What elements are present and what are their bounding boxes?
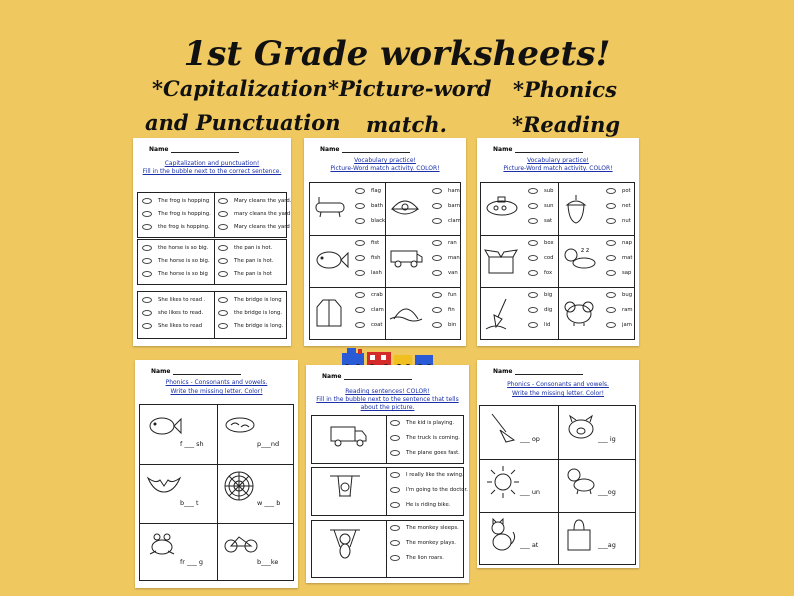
divider [385, 183, 386, 339]
bag-picture [564, 518, 594, 556]
answer-option[interactable] [528, 203, 553, 209]
feature-capitalization: *Capitalization [152, 76, 328, 101]
option-text: fist [371, 240, 380, 246]
divider [310, 287, 460, 288]
option-text: clam [371, 307, 384, 313]
answer-option[interactable] [390, 540, 456, 546]
answer-bubble[interactable] [528, 255, 538, 261]
missing-letter-word: ___og [598, 488, 616, 496]
answer-option[interactable] [218, 297, 282, 303]
acorn-picture [561, 193, 591, 229]
answer-bubble[interactable] [142, 297, 152, 303]
answer-bubble[interactable] [390, 502, 400, 508]
name-row [322, 373, 412, 380]
answer-bubble[interactable] [606, 292, 616, 298]
sentence-group [137, 239, 287, 285]
divider [481, 287, 634, 288]
option-text: The bridge is long. [234, 323, 284, 329]
answer-option[interactable] [355, 322, 382, 328]
answer-bubble[interactable] [355, 218, 365, 224]
name-label: Name [149, 146, 169, 153]
answer-option[interactable] [142, 310, 203, 316]
option-text: bug [622, 292, 633, 298]
option-text: nut [622, 218, 631, 224]
bat-picture [146, 470, 182, 500]
answer-option[interactable] [142, 271, 208, 277]
answer-option[interactable] [390, 487, 468, 493]
dog-picture [564, 465, 600, 499]
divider [214, 193, 215, 237]
answer-option[interactable] [432, 322, 456, 328]
sheet-instructions: Fill in the bubble next to the correct sentence. [142, 168, 282, 175]
worksheet-picture-word-2 [477, 138, 639, 346]
option-text: flag [371, 188, 381, 194]
svg-text:z z: z z [581, 247, 590, 254]
answer-bubble[interactable] [355, 203, 365, 209]
answer-bubble[interactable] [432, 240, 442, 246]
option-text: mat [622, 255, 633, 261]
answer-option[interactable] [432, 218, 461, 224]
answer-option[interactable] [142, 211, 211, 217]
option-text: box [544, 240, 554, 246]
answer-option[interactable] [218, 310, 282, 316]
option-text: lid [544, 322, 551, 328]
option-text: the frog is hopping. [158, 224, 210, 230]
option-text: The pan is hot. [234, 258, 274, 264]
name-label: Name [493, 368, 513, 375]
option-text: nap [622, 240, 632, 246]
missing-letter-word: p___nd [257, 440, 280, 448]
sheet-instructions: Picture-Word match activity. COLOR! [330, 165, 440, 172]
answer-bubble[interactable] [390, 555, 400, 561]
option-text: cod [544, 255, 554, 261]
option-text: big [544, 292, 553, 298]
answer-option[interactable] [218, 224, 290, 230]
answer-bubble[interactable] [218, 271, 228, 277]
option-text: The horse is so big [158, 271, 208, 277]
name-label: Name [493, 146, 513, 153]
option-text: sun [544, 203, 554, 209]
option-text: net [622, 203, 631, 209]
submarine-picture [484, 193, 520, 223]
fish-picture [313, 245, 349, 279]
match-grid [480, 182, 635, 340]
answer-option[interactable] [390, 450, 460, 456]
answer-option[interactable] [528, 218, 552, 224]
cat-picture [486, 518, 518, 556]
answer-bubble[interactable] [606, 188, 616, 194]
answer-bubble[interactable] [606, 218, 616, 224]
answer-bubble[interactable] [390, 487, 400, 493]
worksheet-phonics-2 [477, 360, 639, 568]
answer-option[interactable] [142, 224, 210, 230]
mop-picture [486, 412, 520, 448]
answer-bubble[interactable] [390, 450, 400, 456]
answer-bubble[interactable] [528, 203, 538, 209]
option-text: ran [448, 240, 457, 246]
worksheet-capitalization [133, 138, 291, 346]
answer-bubble[interactable] [142, 245, 152, 251]
answer-option[interactable] [528, 188, 553, 194]
option-text: sat [544, 218, 553, 224]
option-text: the bridge is long. [234, 310, 283, 316]
option-text: Mary cleans the yard [234, 224, 290, 230]
option-text: She likes to read [158, 323, 203, 329]
monkey-picture [328, 527, 362, 567]
divider [214, 240, 215, 284]
truck-picture [328, 422, 368, 454]
missing-letter-word: fr ___ g [180, 558, 203, 566]
answer-option[interactable] [218, 323, 283, 329]
divider [558, 406, 559, 564]
reading-row [311, 415, 464, 464]
answer-option[interactable] [606, 218, 631, 224]
answer-option[interactable] [390, 525, 459, 531]
answer-option[interactable] [218, 258, 273, 264]
answer-bubble[interactable] [142, 198, 152, 204]
missing-letter-word: ___ ig [598, 435, 616, 443]
divider [140, 523, 293, 524]
answer-bubble[interactable] [528, 188, 538, 194]
answer-bubble[interactable] [606, 307, 616, 313]
answer-bubble[interactable] [355, 292, 365, 298]
option-text: crab [371, 292, 383, 298]
answer-bubble[interactable] [218, 323, 228, 329]
answer-bubble[interactable] [432, 218, 442, 224]
answer-option[interactable] [432, 188, 460, 194]
answer-option[interactable] [432, 240, 457, 246]
bathtub-picture [313, 193, 347, 223]
name-label: Name [322, 373, 342, 380]
missing-letter-word: ___ op [520, 435, 540, 443]
answer-option[interactable] [528, 270, 552, 276]
option-text: I really like the swing. [406, 472, 464, 478]
answer-option[interactable] [142, 297, 205, 303]
feature-match: match. [366, 112, 447, 137]
feature-phonics: *Phonics [513, 77, 617, 102]
answer-option[interactable] [355, 188, 381, 194]
option-text: The truck is coming. [406, 435, 460, 441]
option-text: jam [622, 322, 632, 328]
web-picture [223, 470, 255, 506]
answer-bubble[interactable] [218, 224, 228, 230]
option-text: ham [448, 188, 460, 194]
divider [310, 235, 460, 236]
divider [386, 468, 387, 515]
bike-picture [223, 529, 259, 559]
name-row [149, 146, 239, 153]
answer-option[interactable] [528, 255, 554, 261]
answer-bubble[interactable] [432, 270, 442, 276]
option-text: fin [448, 307, 455, 313]
answer-bubble[interactable] [218, 297, 228, 303]
answer-option[interactable] [218, 245, 272, 251]
answer-bubble[interactable] [606, 255, 616, 261]
name-label: Name [320, 146, 340, 153]
divider [140, 464, 293, 465]
answer-option[interactable] [432, 307, 455, 313]
option-text: I'm going to the doctor. [406, 487, 468, 493]
option-text: lash [371, 270, 382, 276]
box-picture [484, 245, 518, 279]
answer-bubble[interactable] [390, 435, 400, 441]
sheet-instructions: Write the missing letter. Color! [511, 390, 604, 397]
option-text: He is riding bike. [406, 502, 451, 508]
answer-bubble[interactable] [528, 292, 538, 298]
answer-bubble[interactable] [528, 322, 538, 328]
answer-option[interactable] [142, 198, 209, 204]
answer-bubble[interactable] [218, 245, 228, 251]
option-text: man [448, 255, 460, 261]
sheet-heading: Reading sentences! COLOR! [345, 388, 430, 395]
answer-option[interactable] [432, 255, 460, 261]
option-text: Mary cleans the yard. [234, 198, 292, 204]
worksheet-reading [306, 365, 469, 583]
option-text: the pan is hot. [234, 245, 273, 251]
option-text: The plane goes fast. [406, 450, 460, 456]
divider [480, 459, 635, 460]
answer-option[interactable] [218, 198, 291, 204]
answer-option[interactable] [606, 240, 632, 246]
answer-bubble[interactable] [142, 224, 152, 230]
answer-option[interactable] [606, 270, 631, 276]
option-text: sub [544, 188, 554, 194]
sun-picture [486, 465, 520, 503]
feature-picture-word: *Picture-word [328, 76, 492, 101]
answer-bubble[interactable] [390, 472, 400, 478]
sentence-group [137, 291, 287, 339]
answer-option[interactable] [355, 307, 384, 313]
answer-option[interactable] [606, 292, 632, 298]
sheet-instructions-2: about the picture. [360, 404, 415, 411]
option-text: The pan is hot [234, 271, 272, 277]
answer-option[interactable] [355, 270, 382, 276]
answer-option[interactable] [432, 292, 457, 298]
answer-bubble[interactable] [142, 310, 152, 316]
option-text: barn [448, 203, 461, 209]
answer-bubble[interactable] [606, 270, 616, 276]
option-text: mary cleans the yard [234, 211, 291, 217]
frog-picture [146, 529, 178, 561]
answer-option[interactable] [528, 307, 552, 313]
match-grid [309, 182, 461, 340]
phonics-grid [479, 405, 636, 565]
option-text: van [448, 270, 458, 276]
answer-bubble[interactable] [355, 188, 365, 194]
sheet-heading: Vocabulary practice! [527, 157, 589, 164]
option-text: The frog is hopping. [158, 211, 211, 217]
reading-row [311, 520, 464, 578]
answer-bubble[interactable] [355, 322, 365, 328]
option-text: sap [622, 270, 632, 276]
missing-letter-word: ___ at [520, 541, 539, 549]
answer-bubble[interactable] [432, 322, 442, 328]
answer-option[interactable] [355, 255, 380, 261]
worksheet-picture-word-1 [304, 138, 466, 346]
option-text: The bridge is long [234, 297, 282, 303]
answer-option[interactable] [390, 420, 454, 426]
sheet-instructions: Picture-Word match activity. COLOR! [503, 165, 613, 172]
answer-bubble[interactable] [528, 240, 538, 246]
answer-option[interactable] [606, 307, 633, 313]
answer-bubble[interactable] [142, 211, 152, 217]
answer-bubble[interactable] [432, 255, 442, 261]
sheet-heading: Capitalization and punctuation! [164, 160, 260, 167]
pond-picture [223, 411, 257, 439]
answer-bubble[interactable] [355, 255, 365, 261]
answer-bubble[interactable] [432, 188, 442, 194]
name-row [151, 368, 241, 375]
page-title: 1st Grade worksheets! [183, 34, 611, 74]
option-text: The frog is hopping [158, 198, 210, 204]
answer-bubble[interactable] [355, 240, 365, 246]
answer-bubble[interactable] [218, 198, 228, 204]
answer-option[interactable] [606, 203, 631, 209]
name-row [493, 368, 583, 375]
answer-option[interactable] [142, 258, 210, 264]
answer-bubble[interactable] [432, 307, 442, 313]
answer-option[interactable] [390, 555, 444, 561]
answer-option[interactable] [390, 472, 464, 478]
divider [386, 416, 387, 463]
answer-option[interactable] [355, 203, 383, 209]
name-label: Name [151, 368, 171, 375]
answer-bubble[interactable] [606, 240, 616, 246]
option-text: The kid is playing. [406, 420, 455, 426]
swing-picture [328, 474, 362, 512]
fish-picture [146, 411, 182, 445]
answer-bubble[interactable] [142, 271, 152, 277]
missing-letter-word: ___ un [520, 488, 541, 496]
answer-option[interactable] [432, 203, 460, 209]
answer-bubble[interactable] [606, 322, 616, 328]
answer-option[interactable] [606, 188, 631, 194]
option-text: The monkey plays. [406, 540, 456, 546]
feature-reading: *Reading [512, 112, 621, 137]
reading-row [311, 467, 468, 516]
answer-option[interactable] [355, 292, 383, 298]
answer-bubble[interactable] [218, 258, 228, 264]
worksheet-phonics-1 [135, 360, 298, 588]
divider [386, 521, 387, 577]
option-text: coat [371, 322, 383, 328]
sheet-instructions: Write the missing letter. Color! [170, 388, 263, 395]
name-row [493, 146, 583, 153]
answer-option[interactable] [355, 218, 385, 224]
ram-picture [561, 297, 597, 331]
shovel-picture [484, 297, 516, 335]
missing-letter-word: b___ke [257, 558, 279, 566]
sheet-heading: Vocabulary practice! [354, 157, 416, 164]
feature-punctuation: and Punctuation [145, 110, 341, 135]
answer-option[interactable] [528, 322, 550, 328]
sheet-heading: Phonics - Consonants and vowels. [165, 379, 268, 386]
missing-letter-word: ___ag [598, 541, 616, 549]
option-text: the horse is so big. [158, 245, 209, 251]
missing-letter-word: b___ t [180, 499, 199, 507]
option-text: She likes to read . [158, 297, 206, 303]
answer-option[interactable] [390, 435, 460, 441]
sheet-heading: Phonics - Consonants and vowels. [507, 381, 609, 388]
option-text: bin [448, 322, 457, 328]
option-text: she likes to read. [158, 310, 204, 316]
answer-bubble[interactable] [355, 307, 365, 313]
answer-option[interactable] [142, 323, 202, 329]
answer-option[interactable] [390, 502, 450, 508]
option-text: The horse is so big. [158, 258, 210, 264]
answer-bubble[interactable] [432, 292, 442, 298]
answer-option[interactable] [606, 255, 632, 261]
missing-letter-word: f ___ sh [180, 440, 204, 448]
answer-bubble[interactable] [528, 218, 538, 224]
answer-bubble[interactable] [218, 211, 228, 217]
divider [480, 512, 635, 513]
clam-shell-picture [388, 193, 422, 223]
phonics-grid [139, 404, 294, 581]
option-text: dig [544, 307, 553, 313]
sentence-group [137, 192, 292, 238]
option-text: pot [622, 188, 631, 194]
answer-bubble[interactable] [606, 203, 616, 209]
answer-option[interactable] [218, 211, 290, 217]
name-row [320, 146, 410, 153]
divider [558, 183, 559, 339]
answer-option[interactable] [528, 240, 554, 246]
answer-bubble[interactable] [218, 310, 228, 316]
option-text: clam [448, 218, 461, 224]
answer-option[interactable] [432, 270, 458, 276]
option-text: fun [448, 292, 457, 298]
option-text: The lion roars. [406, 555, 444, 561]
answer-bubble[interactable] [390, 525, 400, 531]
answer-option[interactable] [528, 292, 552, 298]
coat-picture [313, 297, 345, 333]
divider [481, 235, 634, 236]
missing-letter-word: w ___ b [257, 499, 281, 507]
divider [217, 405, 218, 580]
sheet-instructions: Fill in the bubble next to the sentence that tells [316, 396, 459, 403]
answer-bubble[interactable] [390, 540, 400, 546]
option-text: ram [622, 307, 633, 313]
answer-bubble[interactable] [390, 420, 400, 426]
option-text: black [371, 218, 386, 224]
answer-option[interactable] [218, 271, 272, 277]
answer-bubble[interactable] [142, 258, 152, 264]
answer-bubble[interactable] [528, 307, 538, 313]
option-text: The monkey sleeps. [406, 525, 459, 531]
answer-bubble[interactable] [142, 323, 152, 329]
answer-option[interactable] [355, 240, 379, 246]
answer-bubble[interactable] [355, 270, 365, 276]
fin-picture [388, 297, 424, 327]
van-picture [388, 245, 424, 273]
option-text: fox [544, 270, 553, 276]
answer-bubble[interactable] [432, 203, 442, 209]
option-text: fish [371, 255, 381, 261]
sleeping-baby-picture [561, 245, 597, 275]
answer-option[interactable] [142, 245, 208, 251]
pig-picture [564, 412, 598, 446]
divider [214, 292, 215, 338]
answer-option[interactable] [606, 322, 632, 328]
answer-bubble[interactable] [528, 270, 538, 276]
option-text: bath [371, 203, 384, 209]
